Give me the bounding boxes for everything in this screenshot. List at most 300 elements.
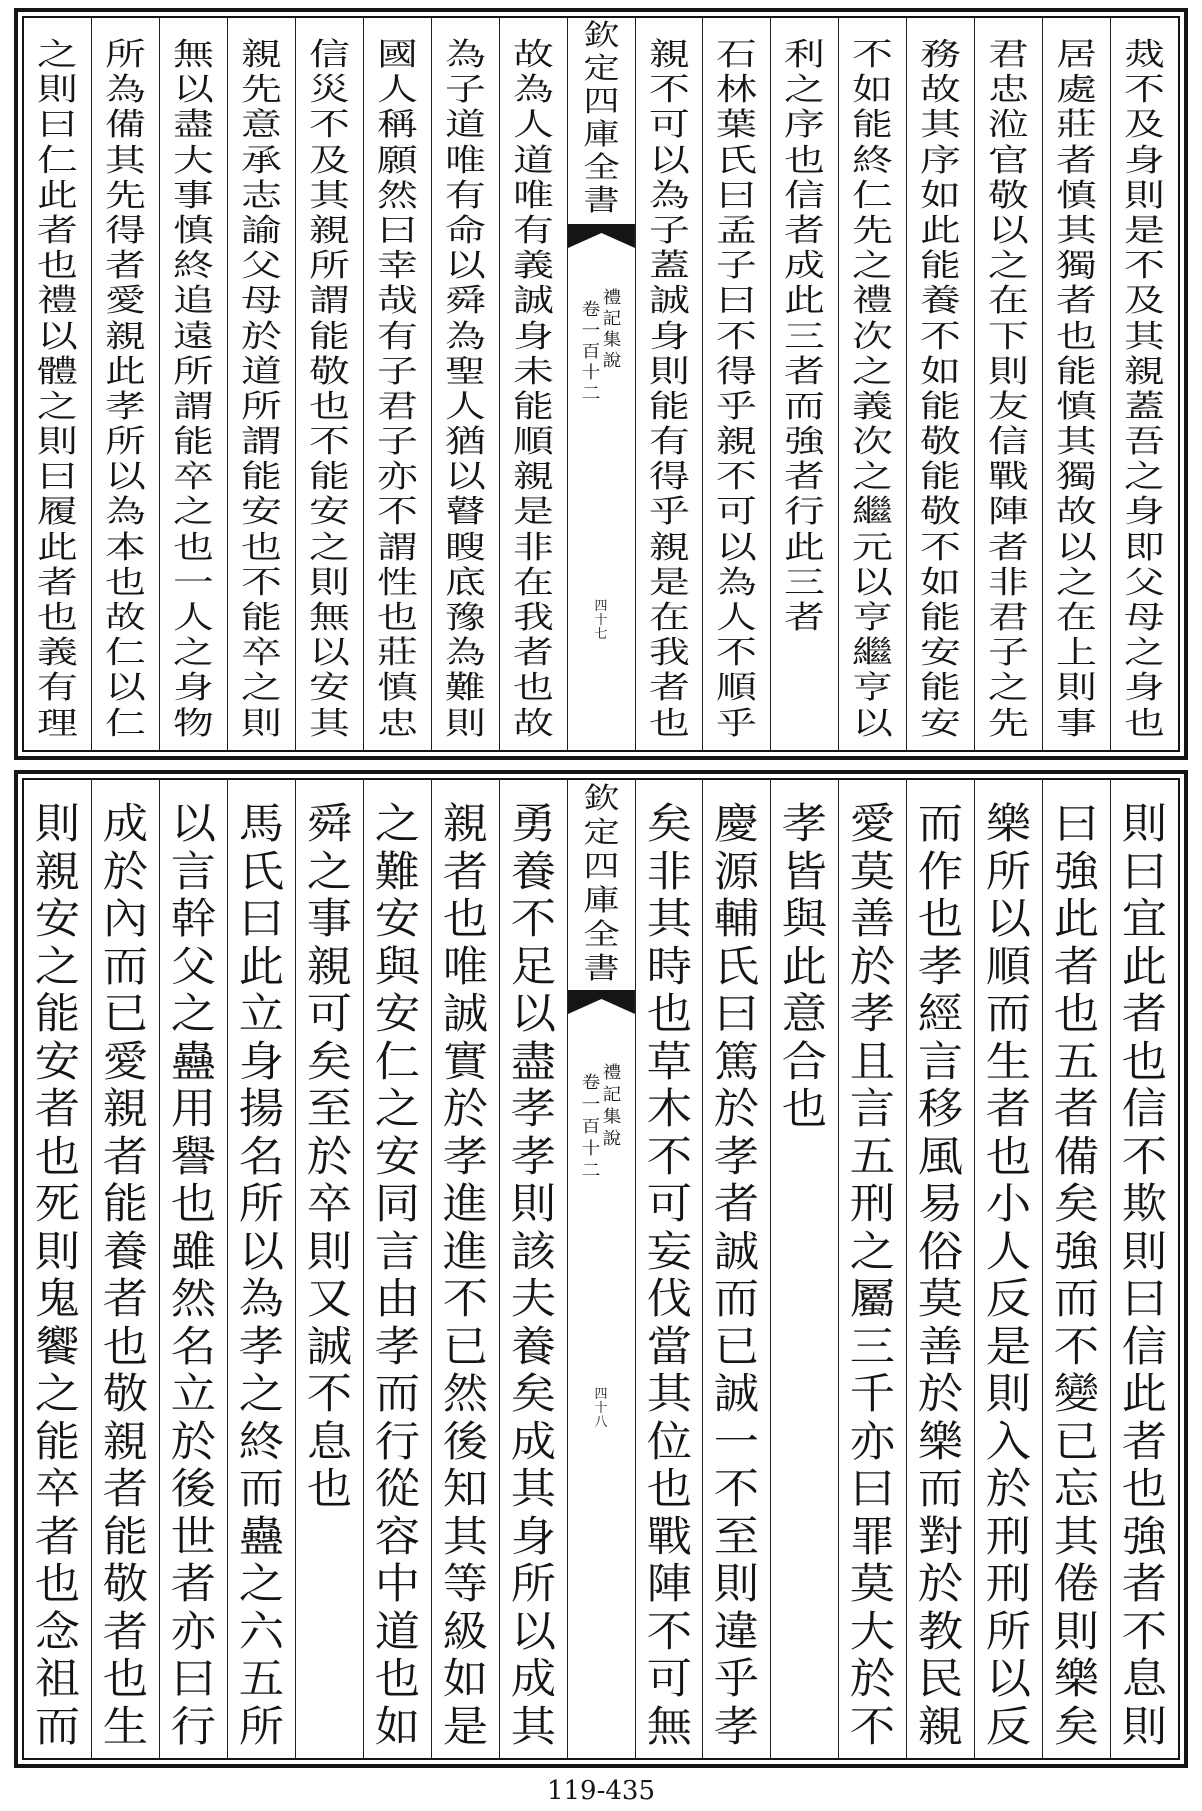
glyph: 諭	[240, 212, 282, 249]
glyph: 風	[918, 1131, 964, 1181]
glyph: 也	[985, 1131, 1032, 1181]
glyph: 此	[1121, 941, 1168, 991]
text-column	[92, 780, 160, 1758]
glyph: 矣	[1053, 1701, 1100, 1751]
glyph: 所	[985, 846, 1032, 896]
glyph: 是	[648, 564, 690, 601]
glyph: 之	[784, 72, 826, 109]
glyph: 是	[985, 1321, 1032, 1371]
glyph: 善	[918, 1321, 964, 1371]
glyph: 身	[512, 318, 554, 355]
glyph: 仁	[37, 142, 78, 179]
glyph: 強	[784, 424, 826, 461]
glyph: 在	[1056, 600, 1098, 636]
glyph: 物	[172, 705, 214, 742]
glyph: 十	[581, 1139, 600, 1159]
glyph: 人	[512, 107, 554, 144]
glyph: 其	[308, 177, 350, 214]
glyph: 仁	[105, 635, 146, 672]
glyph: 樂	[918, 1416, 964, 1466]
glyph: 也	[306, 1464, 352, 1513]
glyph: 如	[920, 564, 962, 601]
glyph: 非	[988, 564, 1030, 601]
glyph: 如	[920, 177, 962, 214]
text-column	[228, 18, 296, 750]
glyph: 者	[714, 1179, 760, 1228]
glyph: 不	[646, 1606, 692, 1656]
glyph: 也	[37, 600, 78, 636]
glyph: 曰	[1121, 1274, 1168, 1323]
glyph: 順	[985, 941, 1032, 991]
glyph: 誠	[512, 283, 554, 320]
glyph: 唯	[512, 177, 554, 214]
glyph: 誠	[648, 283, 690, 320]
glyph: 聖	[444, 353, 486, 390]
glyph: 之	[170, 989, 217, 1038]
glyph: 此	[238, 941, 285, 991]
glyph: 譽	[170, 1131, 217, 1181]
glyph: 教	[918, 1606, 964, 1656]
glyph: 以	[238, 1226, 285, 1276]
glyph: 可	[646, 1179, 692, 1228]
text-column	[364, 18, 432, 750]
glyph: 不	[306, 1369, 352, 1418]
glyph: 五	[850, 1131, 896, 1181]
glyph: 曰	[1121, 846, 1168, 896]
glyph: 者	[784, 459, 826, 496]
glyph: 為	[105, 72, 146, 109]
glyph: 能	[920, 248, 962, 285]
glyph: 所	[172, 353, 214, 390]
glyph: 道	[240, 353, 282, 390]
glyph: 全	[582, 150, 620, 184]
glyph: 難	[374, 846, 420, 896]
glyph: 同	[374, 1179, 420, 1228]
glyph: 養	[920, 283, 962, 320]
glyph: 親	[442, 799, 488, 848]
glyph: 意	[782, 989, 828, 1038]
glyph: 底	[444, 564, 486, 601]
glyph: 經	[918, 989, 964, 1038]
glyph: 二	[581, 384, 600, 404]
glyph: 所	[238, 1179, 285, 1228]
glyph: 不	[1124, 72, 1165, 109]
glyph: 息	[1121, 1654, 1168, 1703]
glyph: 所	[510, 1559, 556, 1608]
glyph: 能	[852, 107, 894, 144]
glyph: 之	[988, 670, 1030, 707]
glyph: 可	[648, 107, 690, 144]
text-column	[636, 780, 704, 1758]
glyph: 親	[102, 1084, 149, 1133]
glyph: 養	[510, 1321, 556, 1371]
glyph: 唯	[442, 941, 488, 991]
glyph: 安	[374, 1131, 420, 1181]
text-column	[1043, 780, 1111, 1758]
glyph: 也	[512, 670, 554, 707]
glyph: 終	[852, 142, 894, 179]
glyph: 知	[442, 1464, 488, 1513]
glyph: 陣	[646, 1559, 692, 1608]
glyph: 死	[34, 1179, 81, 1228]
glyph: 可	[646, 1654, 692, 1703]
glyph: 也	[646, 989, 692, 1038]
glyph: 則	[714, 1559, 760, 1608]
glyph: 不	[1121, 1131, 1168, 1181]
glyph: 對	[918, 1511, 964, 1561]
glyph: 唯	[444, 142, 486, 179]
glyph: 人	[376, 72, 418, 109]
glyph: 者	[784, 353, 826, 390]
glyph: 此	[782, 941, 828, 991]
glyph: 是	[442, 1701, 488, 1751]
glyph: 十	[581, 363, 600, 383]
glyph: 者	[105, 248, 146, 285]
glyph: 乎	[648, 494, 690, 531]
glyph: 敬	[920, 494, 962, 531]
glyph: 不	[850, 1701, 896, 1751]
glyph: 能	[648, 388, 690, 425]
glyph: 成	[510, 1416, 556, 1466]
glyph: 理	[37, 705, 78, 742]
glyph: 從	[374, 1464, 420, 1513]
glyph: 氏	[714, 941, 760, 991]
glyph: 身	[1124, 142, 1165, 179]
glyph: 敬	[102, 1369, 149, 1418]
glyph: 母	[1124, 600, 1165, 636]
glyph: 哉	[376, 283, 418, 320]
glyph: 能	[920, 600, 962, 636]
glyph: 於	[985, 1464, 1032, 1513]
glyph: 百	[581, 342, 600, 362]
glyph: 意	[240, 107, 282, 144]
glyph: 幸	[376, 248, 418, 285]
glyph: 以	[1056, 529, 1098, 566]
glyph: 其	[510, 1464, 556, 1513]
glyph: 乎	[716, 388, 758, 425]
glyph: 有	[444, 177, 486, 214]
glyph: 於	[170, 1416, 217, 1466]
glyph: 備	[1053, 1131, 1100, 1181]
text-column	[975, 780, 1043, 1758]
glyph: 則	[988, 353, 1030, 390]
text-column	[771, 18, 839, 750]
glyph: 則	[985, 1369, 1032, 1418]
glyph: 亦	[850, 1416, 896, 1466]
glyph: 世	[170, 1511, 217, 1561]
glyph: 子	[716, 248, 758, 285]
glyph: 者	[34, 1084, 81, 1133]
glyph: 也	[918, 894, 964, 943]
glyph: 瞍	[444, 529, 486, 566]
glyph: 也	[442, 894, 488, 943]
glyph: 已	[102, 989, 149, 1038]
glyph: 也	[1121, 1464, 1168, 1513]
glyph: 名	[170, 1321, 217, 1371]
glyph: 次	[852, 318, 894, 355]
glyph: 安	[308, 670, 350, 707]
glyph: 人	[716, 600, 758, 636]
glyph: 也	[646, 1464, 692, 1513]
glyph: 不	[852, 37, 894, 73]
glyph: 其	[442, 1511, 488, 1561]
glyph: 之	[374, 1084, 420, 1133]
glyph: 由	[374, 1274, 420, 1323]
glyph: 勇	[510, 799, 556, 848]
text-column	[296, 18, 364, 750]
glyph: 當	[646, 1321, 692, 1371]
glyph: 以	[510, 989, 556, 1038]
glyph: 災	[308, 72, 350, 109]
glyph: 是	[512, 494, 554, 531]
glyph: 此	[784, 283, 826, 320]
glyph: 其	[1056, 212, 1098, 249]
glyph: 不	[1053, 1321, 1100, 1371]
glyph: 則	[37, 72, 78, 109]
glyph: 願	[376, 142, 418, 179]
glyph: 能	[308, 459, 350, 496]
glyph: 繼	[852, 635, 894, 672]
glyph: 之	[1124, 635, 1165, 672]
glyph: 饗	[34, 1321, 81, 1371]
glyph: 於	[850, 941, 896, 991]
glyph: 木	[646, 1084, 692, 1133]
glyph: 以	[444, 459, 486, 496]
glyph: 如	[920, 353, 962, 390]
glyph: 戰	[988, 459, 1030, 496]
glyph: 孝	[510, 1084, 556, 1133]
glyph: 豫	[444, 600, 486, 636]
glyph: 此	[784, 529, 826, 566]
glyph: 禮	[602, 1063, 621, 1083]
glyph: 然	[170, 1274, 217, 1323]
glyph: 言	[918, 1036, 964, 1086]
glyph: 刑	[985, 1559, 1032, 1608]
glyph: 以	[172, 72, 214, 109]
glyph: 烖	[1124, 37, 1165, 73]
glyph: 序	[920, 142, 962, 179]
glyph: 如	[442, 1654, 488, 1703]
glyph: 三	[784, 318, 826, 355]
glyph: 夫	[510, 1274, 556, 1323]
book-title	[601, 288, 623, 372]
glyph: 者	[170, 1559, 217, 1608]
glyph: 者	[784, 600, 826, 636]
lower-page-frame	[14, 770, 1188, 1768]
glyph: 愛	[102, 1036, 149, 1086]
glyph: 祖	[34, 1654, 81, 1703]
glyph: 本	[105, 529, 146, 566]
glyph: 君	[376, 388, 418, 425]
glyph: 矣	[306, 1036, 352, 1086]
text-column	[1111, 18, 1178, 750]
glyph: 於	[442, 1084, 488, 1133]
glyph: 不	[1121, 1606, 1168, 1656]
glyph: 林	[716, 72, 758, 109]
glyph: 之	[308, 529, 350, 566]
glyph: 以	[37, 318, 78, 355]
glyph: 如	[374, 1701, 420, 1751]
glyph: 仁	[852, 177, 894, 214]
glyph: 然	[442, 1369, 488, 1418]
glyph: 以	[988, 212, 1030, 249]
glyph: 親	[105, 318, 146, 355]
glyph: 行	[170, 1701, 217, 1751]
glyph: 志	[240, 177, 282, 214]
glyph: 則	[306, 1226, 352, 1276]
glyph: 能	[308, 318, 350, 355]
glyph: 而	[102, 941, 149, 991]
glyph: 於	[240, 318, 282, 355]
glyph: 之	[306, 846, 352, 896]
glyph: 命	[444, 212, 486, 249]
glyph: 等	[442, 1559, 488, 1608]
glyph: 所	[238, 1701, 285, 1751]
glyph: 母	[240, 283, 282, 320]
glyph: 無	[172, 37, 214, 73]
glyph: 誠	[306, 1321, 352, 1371]
glyph: 則	[444, 705, 486, 742]
glyph: 居	[1056, 37, 1098, 73]
glyph: 伐	[646, 1274, 692, 1323]
glyph: 以	[985, 894, 1032, 943]
glyph: 源	[714, 846, 760, 896]
text-column	[296, 780, 364, 1758]
glyph: 變	[1053, 1369, 1100, 1418]
glyph: 俗	[918, 1226, 964, 1276]
glyph: 故	[920, 72, 962, 109]
glyph: 戰	[646, 1511, 692, 1561]
glyph: 曰	[238, 894, 285, 943]
text-column	[24, 18, 92, 750]
glyph: 安	[374, 894, 420, 943]
glyph: 父	[240, 248, 282, 285]
glyph: 以	[852, 564, 894, 601]
glyph: 宜	[1121, 894, 1168, 943]
glyph: 能	[512, 388, 554, 425]
glyph: 孝	[374, 1321, 420, 1371]
glyph: 身	[1124, 670, 1165, 707]
glyph: 所	[105, 424, 146, 461]
glyph: 獨	[1056, 459, 1098, 496]
glyph: 能	[102, 1511, 149, 1561]
glyph: 一	[581, 321, 600, 341]
glyph: 不	[308, 424, 350, 461]
glyph: 其	[920, 107, 962, 144]
glyph: 也	[782, 1084, 828, 1133]
glyph: 仁	[374, 1036, 420, 1086]
glyph: 言	[374, 1226, 420, 1276]
glyph: 則	[1121, 1701, 1168, 1751]
glyph: 強	[1053, 846, 1100, 896]
glyph: 義	[37, 635, 78, 672]
glyph: 者	[37, 212, 78, 249]
glyph: 一	[714, 1416, 760, 1466]
glyph: 石	[716, 37, 758, 73]
text-column	[364, 780, 432, 1758]
glyph: 履	[37, 494, 78, 531]
glyph: 其	[1053, 1511, 1100, 1561]
glyph: 涖	[988, 107, 1030, 144]
glyph: 亨	[852, 670, 894, 707]
glyph: 父	[1124, 564, 1165, 601]
glyph: 集	[602, 1107, 621, 1127]
glyph: 孝	[918, 941, 964, 991]
glyph: 合	[782, 1036, 828, 1086]
glyph: 孝	[238, 1321, 285, 1371]
glyph: 事	[172, 177, 214, 214]
glyph: 孟	[716, 212, 758, 249]
glyph: 卒	[306, 1179, 352, 1228]
glyph: 謂	[240, 424, 282, 461]
glyph: 誠	[714, 1369, 760, 1418]
glyph: 也	[376, 600, 418, 636]
glyph: 友	[988, 388, 1030, 425]
glyph: 之	[1056, 564, 1098, 601]
glyph: 二	[581, 1161, 600, 1181]
glyph: 者	[442, 846, 488, 896]
glyph: 言	[850, 1084, 896, 1133]
glyph: 務	[920, 37, 962, 73]
glyph: 莫	[850, 1559, 896, 1608]
glyph: 草	[646, 1036, 692, 1086]
glyph: 無	[308, 600, 350, 636]
glyph: 盡	[510, 1036, 556, 1086]
glyph: 欽	[582, 18, 620, 52]
glyph: 不	[646, 1131, 692, 1181]
text-column	[160, 780, 228, 1758]
glyph: 曰	[37, 459, 78, 496]
glyph: 定	[582, 51, 620, 85]
glyph: 為	[444, 318, 486, 355]
glyph: 安	[240, 494, 282, 531]
glyph: 國	[376, 37, 418, 73]
glyph: 先	[852, 212, 894, 249]
glyph: 此	[920, 212, 962, 249]
glyph: 六	[238, 1606, 285, 1656]
glyph: 能	[34, 989, 81, 1038]
glyph: 強	[1053, 1226, 1100, 1276]
glyph: 與	[374, 941, 420, 991]
glyph: 之	[1124, 459, 1165, 496]
glyph: 移	[918, 1084, 964, 1133]
text-column	[975, 18, 1043, 750]
text-column	[839, 780, 907, 1758]
glyph: 先	[105, 177, 146, 214]
glyph: 慎	[376, 670, 418, 707]
glyph: 敬	[920, 424, 962, 461]
glyph: 者	[1121, 989, 1168, 1038]
glyph: 已	[714, 1321, 760, 1371]
glyph: 曰	[1053, 799, 1100, 848]
text-column	[839, 18, 907, 750]
glyph: 君	[988, 37, 1030, 73]
glyph: 中	[374, 1559, 420, 1608]
glyph: 無	[646, 1701, 692, 1751]
glyph: 親	[648, 37, 690, 73]
glyph: 信	[988, 424, 1030, 461]
glyph: 書	[582, 951, 620, 985]
glyph: 曰	[850, 1464, 896, 1513]
glyph: 親	[34, 846, 81, 896]
text-column	[1043, 18, 1111, 750]
glyph: 則	[37, 424, 78, 461]
lower-page-columns	[22, 778, 1180, 1760]
glyph: 也	[34, 1131, 81, 1181]
glyph: 成	[510, 1654, 556, 1703]
glyph: 也	[102, 1654, 149, 1703]
glyph: 氏	[716, 142, 758, 179]
